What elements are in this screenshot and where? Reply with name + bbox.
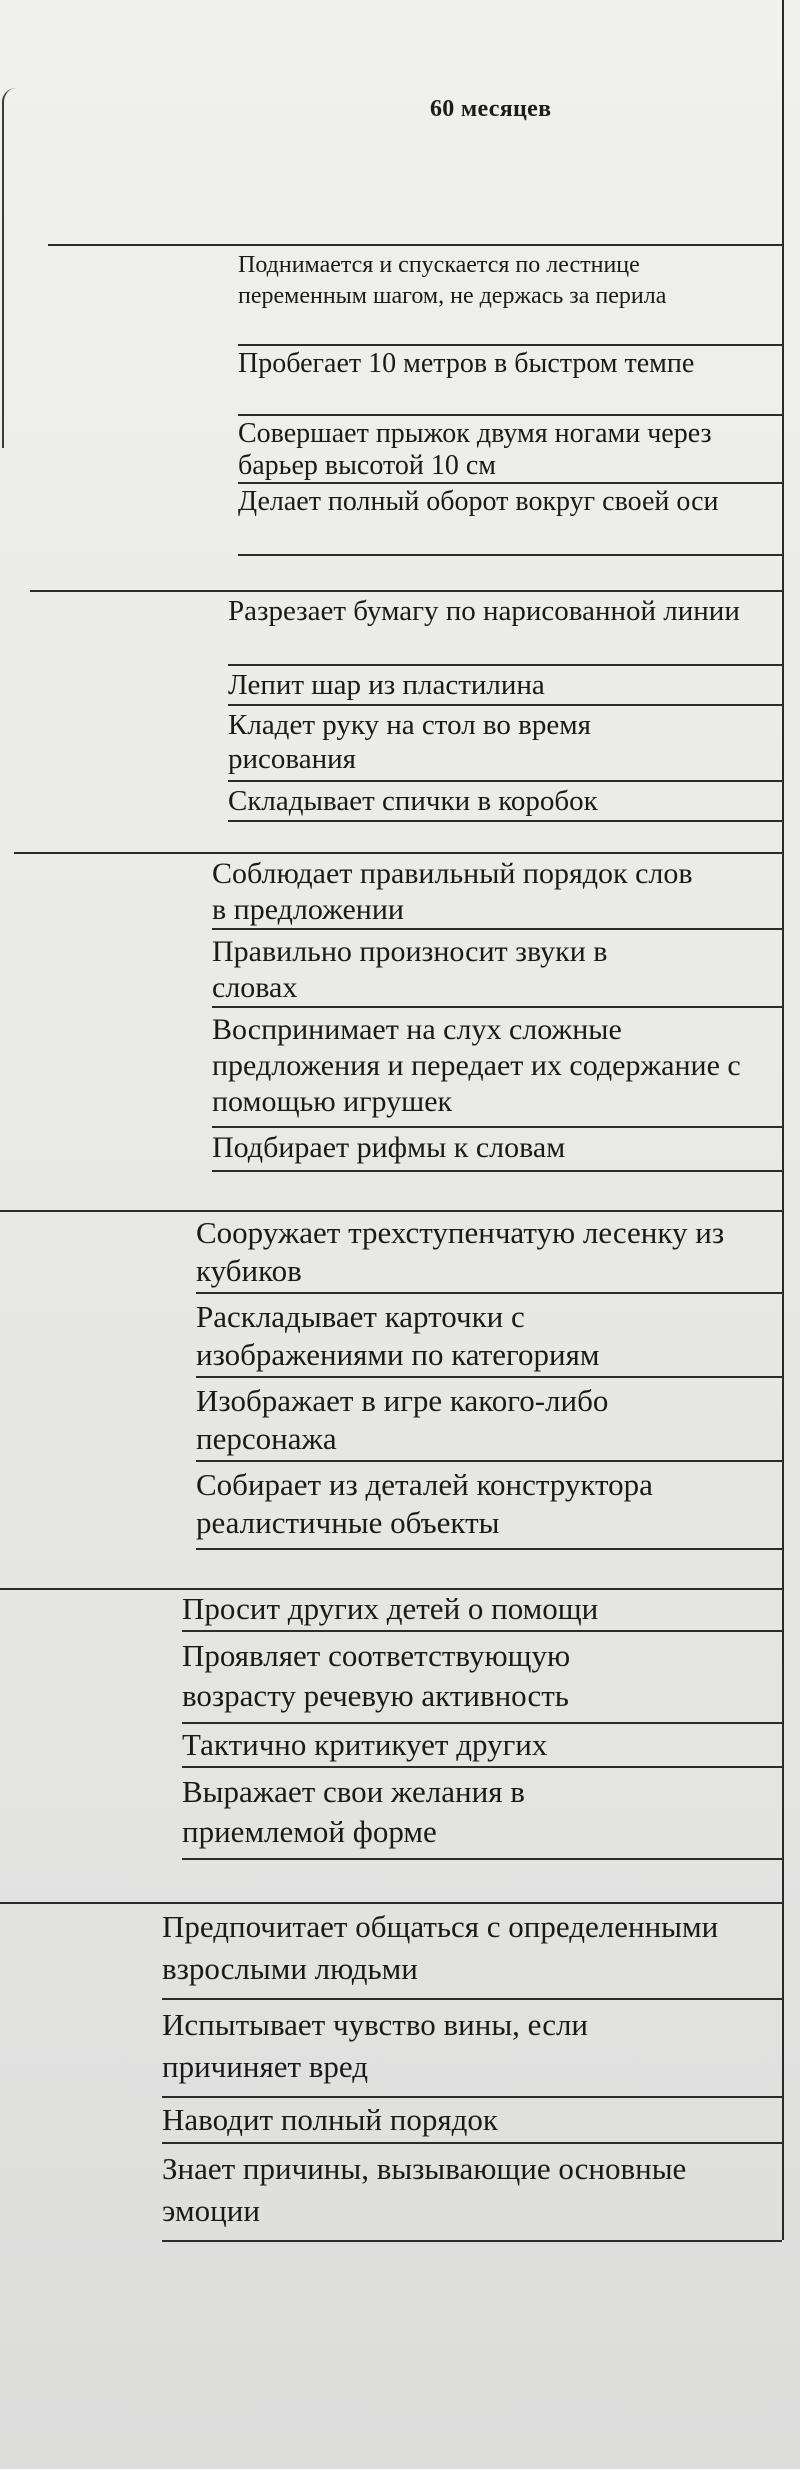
checklist-row	[238, 346, 784, 416]
checklist-row	[228, 706, 782, 782]
checklist-item-text: Раскладывает карточки с изображениями по категориям	[196, 1299, 600, 1372]
checklist-item-text: Изображает в игре какого-либо персонажа	[196, 1383, 609, 1456]
checklist-row	[228, 590, 782, 666]
checklist-item-text: Воспринимает на слух сложные предложения и передает их содержание с помощью игрушек	[212, 1013, 741, 1118]
checklist-row	[162, 2144, 782, 2242]
checklist-item-text: Выражает свои желания в приемлемой форме	[182, 1774, 525, 1849]
checklist-item-text: Лепит шар из пластилина	[228, 669, 545, 701]
checklist-row	[212, 930, 782, 1008]
checklist-item-text: Делает полный оборот вокруг своей оси	[238, 486, 719, 517]
checklist-item-text: Правильно произносит звуки в словах	[212, 935, 608, 1004]
checklist-row	[212, 852, 782, 930]
checklist-row	[238, 484, 784, 556]
checklist-item-text: Проявляет соответствующую возрасту речевую активность	[182, 1638, 571, 1713]
checklist-section-cognitive	[0, 1210, 782, 1550]
checklist-item-text: Собирает из деталей конструктора реалистичные объекты	[196, 1467, 653, 1540]
checklist-item-text: Пробегает 10 метров в быстром темпе	[238, 348, 695, 379]
checklist-row	[182, 1768, 782, 1860]
checklist-row	[196, 1294, 782, 1378]
checklist-row	[238, 416, 784, 484]
checklist-item-text: Сооружает трехступенчатую лесенку из кубиков	[196, 1215, 725, 1288]
checklist-row	[228, 666, 782, 706]
checklist-item-text: Совершает прыжок двумя ногами через барьер высотой 10 см	[238, 418, 712, 481]
checklist-row	[162, 1902, 782, 2000]
checklist-section-emotional	[0, 1902, 782, 2242]
page-title: 60 месяцев	[430, 96, 552, 122]
checklist-item-text: Соблюдает правильный порядок слов в предложении	[212, 857, 693, 926]
checklist-item-text: Предпочитает общаться с определенными взрослыми людьми	[162, 1909, 719, 1986]
checklist-item-text: Складывает спички в коробок	[228, 785, 598, 817]
checklist-section-speech	[0, 852, 782, 1172]
checklist-section-gross-motor	[48, 244, 784, 556]
checklist-item-text: Подбирает рифмы к словам	[212, 1131, 566, 1164]
checklist-item-text: Поднимается и спускается по лестнице переменным шагом, не держась за перила	[238, 252, 667, 309]
checklist-row	[162, 2000, 782, 2098]
checklist-item-text: Знает причины, вызывающие основные эмоции	[162, 2151, 687, 2228]
checklist-item-text: Кладет руку на стол во время рисования	[228, 709, 591, 775]
checklist-section-fine-motor	[22, 590, 782, 822]
checklist-item-text: Тактично критикует других	[182, 1727, 548, 1762]
checklist-item-text: Наводит полный порядок	[162, 2102, 498, 2137]
checklist-row	[196, 1462, 782, 1550]
checklist-row	[182, 1724, 782, 1768]
checklist-row	[228, 782, 782, 822]
checklist-row	[162, 2098, 782, 2144]
checklist-row	[182, 1632, 782, 1724]
checklist-item-text: Просит других детей о помощи	[182, 1591, 599, 1626]
checklist-row	[196, 1378, 782, 1462]
checklist-row	[196, 1210, 782, 1294]
checklist-row	[212, 1128, 782, 1172]
checklist-item-text: Испытывает чувство вины, если причиняет вред	[162, 2007, 589, 2084]
checklist-section-social	[0, 1588, 782, 1860]
checklist-item-text: Разрезает бумагу по нарисованной линии	[228, 595, 740, 627]
checklist-row	[182, 1588, 782, 1632]
page-edge-mark	[2, 88, 18, 448]
checklist-row	[212, 1008, 782, 1128]
checklist-row	[238, 246, 784, 346]
